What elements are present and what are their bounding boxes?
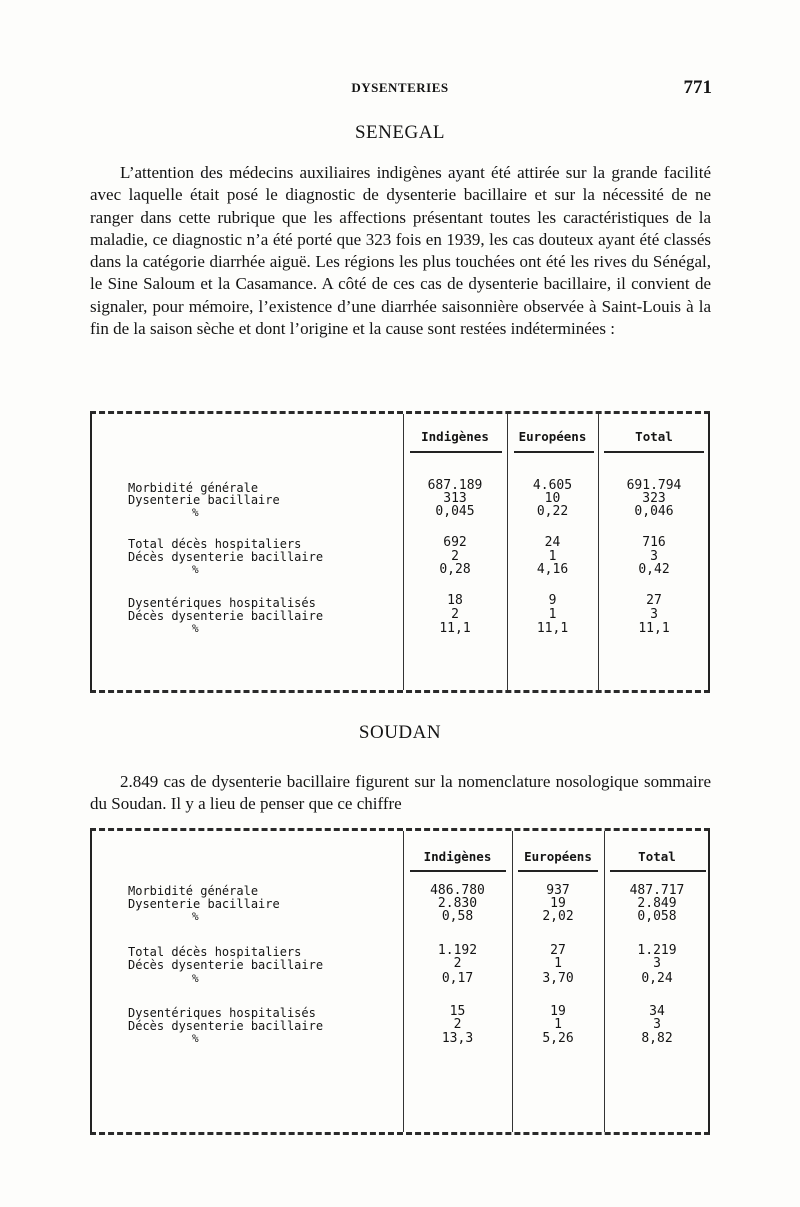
row-label: Décès dysenterie bacillaire bbox=[128, 609, 324, 623]
table-cell: 691.794 bbox=[626, 478, 682, 493]
table-cell: 937 bbox=[546, 883, 570, 898]
table-cell: 10 bbox=[544, 491, 561, 506]
table-cell: 3 bbox=[650, 607, 658, 622]
page-number: 771 bbox=[683, 77, 712, 98]
table-cell: 13,3 bbox=[441, 1031, 474, 1046]
table-cell: 687.189 bbox=[427, 478, 483, 493]
table-cell: 3 bbox=[650, 549, 658, 564]
row-label-percent: % bbox=[192, 910, 199, 923]
soudan-paragraph bbox=[90, 771, 711, 816]
table-cell: 24 bbox=[544, 535, 561, 550]
table-top-border bbox=[90, 411, 710, 414]
table-cell: 0,22 bbox=[536, 504, 569, 519]
table-cell: 19 bbox=[550, 1004, 566, 1019]
table-cell: 0,24 bbox=[641, 971, 673, 986]
table-cell: 27 bbox=[550, 943, 566, 958]
table-cell: 34 bbox=[649, 1004, 665, 1019]
column-header: Indigènes bbox=[421, 429, 489, 444]
row-label: Décès dysenterie bacillaire bbox=[128, 550, 324, 564]
row-label: Dysentériques hospitalisés bbox=[128, 1006, 316, 1020]
column-header: Européens bbox=[524, 849, 592, 864]
table-cell: 692 bbox=[443, 535, 467, 550]
header-rule bbox=[610, 870, 706, 872]
row-label: Dysenterie bacillaire bbox=[128, 897, 280, 911]
table-left-edge bbox=[90, 830, 92, 1133]
table-cell: 11,1 bbox=[439, 621, 471, 636]
row-label: Décès dysenterie bacillaire bbox=[128, 1019, 324, 1033]
table-cell: 1 bbox=[554, 1017, 562, 1032]
table-cell: 9 bbox=[548, 593, 557, 608]
row-label: Morbidité générale bbox=[128, 481, 259, 495]
soudan-table bbox=[90, 820, 710, 1135]
table-cell: 11,1 bbox=[536, 621, 569, 636]
header-rule bbox=[410, 870, 506, 872]
table-cell: 1 bbox=[554, 956, 562, 971]
table-cell: 18 bbox=[447, 593, 463, 608]
table-cell: 3 bbox=[653, 956, 661, 971]
row-label: Dysentériques hospitalisés bbox=[128, 596, 316, 610]
row-label-percent: % bbox=[192, 1032, 199, 1045]
table-cell: 2,02 bbox=[542, 909, 574, 924]
table-cell: 2.849 bbox=[637, 896, 677, 911]
table-cell: 19 bbox=[550, 896, 566, 911]
table-cell: 0,42 bbox=[638, 562, 670, 577]
table-cell: 716 bbox=[642, 535, 666, 550]
table-cell: 2 bbox=[453, 1017, 462, 1032]
header-rule bbox=[410, 451, 502, 453]
column-header: Indigènes bbox=[423, 849, 492, 864]
row-label: Total décès hospitaliers bbox=[128, 945, 302, 959]
table-cell: 8,82 bbox=[641, 1031, 673, 1046]
table-cell: 2 bbox=[453, 956, 462, 971]
table-cell: 1 bbox=[548, 549, 557, 564]
table-cell: 1.219 bbox=[637, 943, 677, 958]
header-rule bbox=[518, 870, 598, 872]
table-bottom-border bbox=[90, 690, 710, 693]
row-label-percent: % bbox=[192, 622, 199, 635]
table-cell: 487.717 bbox=[629, 883, 685, 898]
row-label-percent: % bbox=[192, 506, 199, 519]
row-label-percent: % bbox=[192, 563, 199, 576]
table-cell: 5,26 bbox=[542, 1031, 574, 1046]
table-cell: 323 bbox=[642, 491, 666, 506]
senegal-paragraph bbox=[90, 162, 711, 340]
table-cell: 4.605 bbox=[532, 478, 573, 493]
row-label: Décès dysenterie bacillaire bbox=[128, 958, 324, 972]
table-cell: 0,28 bbox=[439, 562, 471, 577]
senegal-table bbox=[90, 403, 710, 693]
table-cell: 486.780 bbox=[430, 883, 485, 898]
table-cell: 0,045 bbox=[435, 504, 475, 519]
row-label: Total décès hospitaliers bbox=[128, 537, 302, 551]
table-cell: 0,58 bbox=[441, 909, 474, 924]
table-left-edge bbox=[90, 413, 92, 691]
header-rule bbox=[514, 451, 594, 453]
table-cell: 1.192 bbox=[437, 943, 478, 958]
soudan-paragraph-text: 2.849 cas de dysenterie bacillaire figurent sur la nomenclature nosologique sommaire du Soudan. Il y a lieu de penser que ce chiffre bbox=[90, 772, 711, 814]
table-top-border bbox=[90, 828, 710, 831]
table-cell: 2 bbox=[451, 607, 459, 622]
table-cell: 15 bbox=[449, 1004, 466, 1019]
table-cell: 1 bbox=[548, 607, 557, 622]
running-head bbox=[90, 77, 712, 100]
table-cell: 11,1 bbox=[638, 621, 670, 636]
row-label-percent: % bbox=[192, 972, 199, 985]
table-cell: 0,046 bbox=[634, 504, 674, 519]
table-cell: 4,16 bbox=[536, 562, 569, 577]
header-rule bbox=[604, 451, 704, 453]
table-cell: 2.830 bbox=[437, 896, 478, 911]
section-title-soudan: SOUDAN bbox=[358, 722, 442, 743]
column-header: Européens bbox=[518, 429, 587, 444]
column-header: Total bbox=[635, 429, 673, 444]
running-title: DYSENTERIES bbox=[351, 80, 449, 95]
section-title-senegal: SENEGAL bbox=[354, 122, 446, 143]
table-cell: 0,17 bbox=[441, 971, 474, 986]
table-cell: 27 bbox=[646, 593, 662, 608]
row-label: Dysenterie bacillaire bbox=[128, 493, 280, 507]
senegal-paragraph-text: L’attention des médecins auxiliaires indigènes ayant été attirée sur la grande facilité avec laquelle était posé le diagnostic de dysenterie bacillaire et sur la nécessité de ne ranger dans cette rubrique que les affections présentant toutes les caractéristiques de la maladie, ce diagnostic n’a été porté que 323 fois en 1939, les cas douteux ayant été classés dans la catégorie diarrhée aiguë. Les régions les plus touchées ont été les rives du Sénégal, le Sine Saloum et la Casamance. A côté de ces cas de dysenterie bacillaire, il convient de signaler, pour mémoire, l’existence d’une diarrhée saisonnière observée à Saint-Louis à la fin de la saison sèche et dont l’origine et la cause sont restées indéterminées : bbox=[90, 163, 711, 339]
table-cell: 0,058 bbox=[637, 909, 677, 924]
table-cell: 3,70 bbox=[542, 971, 574, 986]
row-label: Morbidité générale bbox=[128, 884, 259, 898]
table-bottom-border bbox=[90, 1132, 710, 1135]
table-cell: 2 bbox=[451, 549, 459, 564]
column-header: Total bbox=[638, 849, 676, 864]
table-cell: 313 bbox=[443, 491, 467, 506]
table-cell: 3 bbox=[653, 1017, 661, 1032]
